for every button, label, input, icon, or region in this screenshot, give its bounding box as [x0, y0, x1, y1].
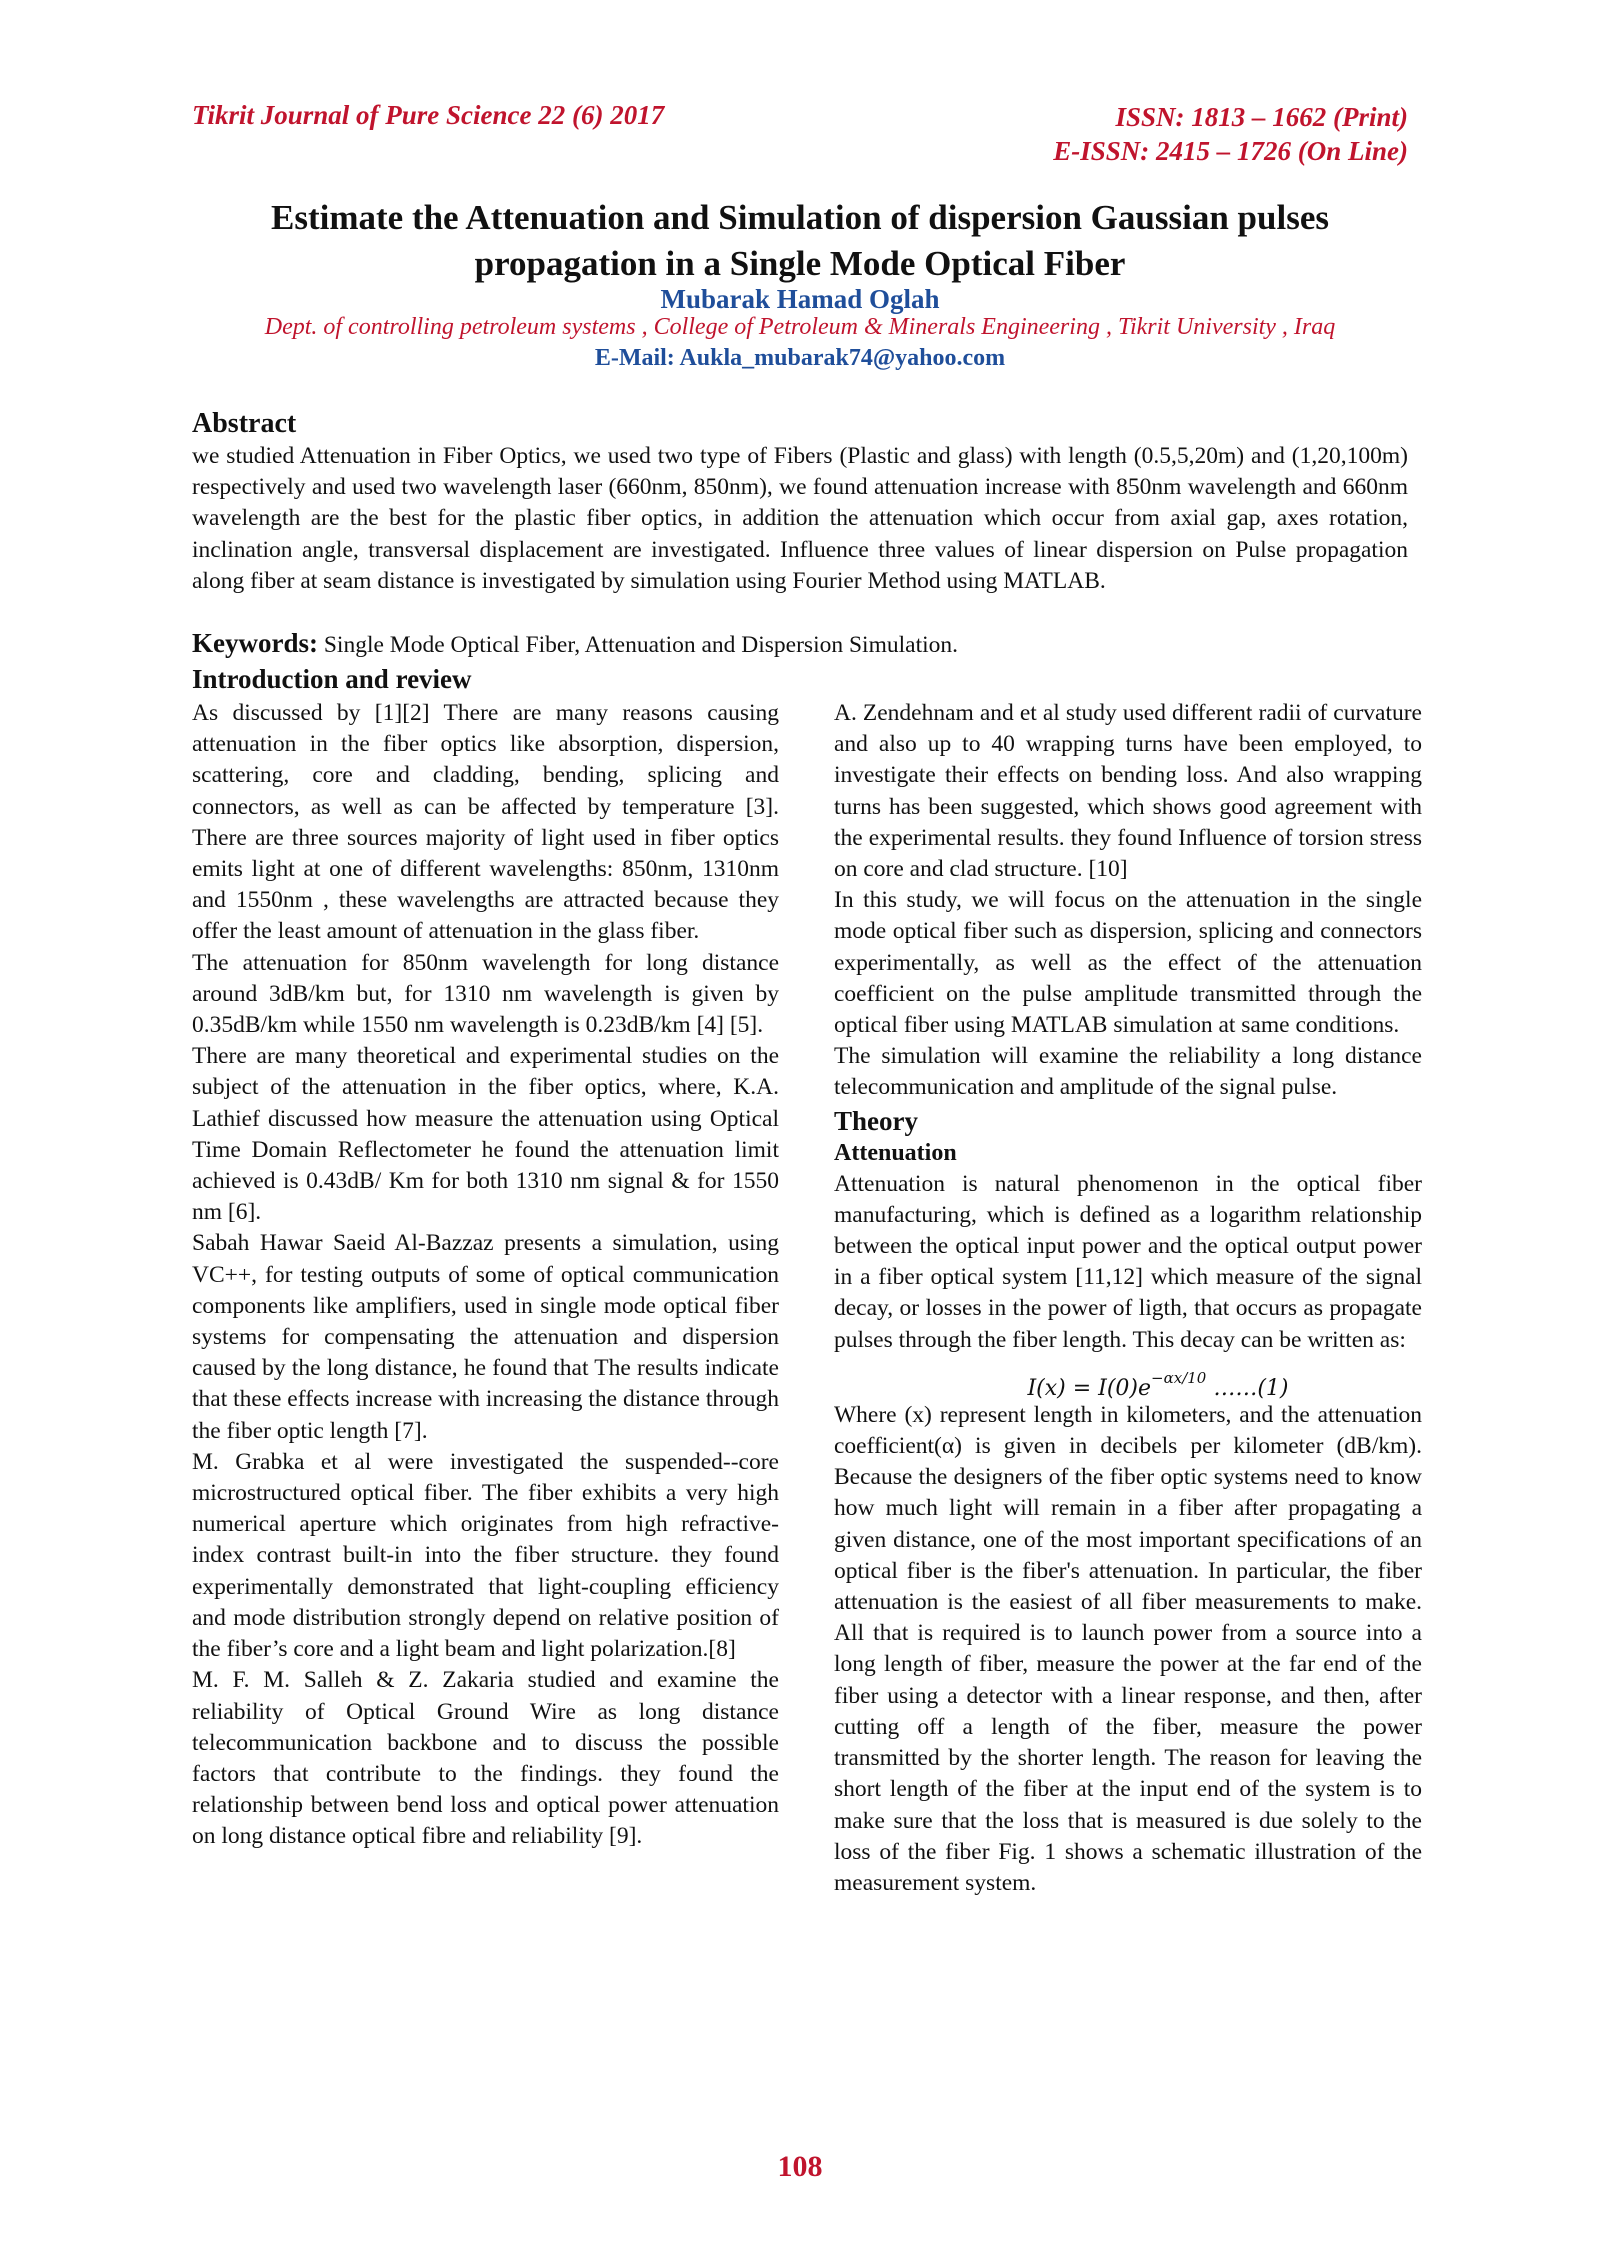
issn-online: E-ISSN: 2415 – 1726 (On Line) [1053, 136, 1408, 166]
intro-heading: Introduction and review [192, 664, 472, 694]
paper-title [192, 195, 1408, 287]
theory-heading: Theory [834, 1105, 918, 1136]
issn-print: ISSN: 1813 – 1662 (Print) [1115, 102, 1408, 132]
paragraph: Sabah Hawar Saeid Al-Bazzaz presents a simulation, using VC++, for testing outputs of some of optical communication components like amplifiers, used in single mode optical fiber systems for compensating the attenuation and dispersion caused by the long distance, he found that The results indicate that these effects increase with increasing the distance through the fiber optic length [7]. [192, 1230, 779, 1444]
paragraph: In this study, we will focus on the attenuation in the single mode optical fiber such as dispersion, splicing and connectors experimentally, as well as the effect of the attenuation coefficient on the pulse amplitude transmitted through the optical fiber using MATLAB simulation at same conditions. [834, 887, 1422, 1039]
author-affiliation: Dept. of controlling petroleum systems , College of Petroleum & Minerals Engineering , Tikrit University , Iraq [264, 314, 1336, 340]
paragraph: The attenuation for 850nm wavelength for long distance around 3dB/km but, for 1310 nm wavelength is given by 0.35dB/km while 1550 nm wavelength is 0.23dB/km [4] [5]. [192, 949, 779, 1039]
paragraph: Attenuation is natural phenomenon in the optical fiber manufacturing, which is defined as a logarithm relationship between the optical input power and the optical output power in a fiber optical system [11,12] which measure of the signal decay, or losses in the power of ligth, that occurs as propagate pulses through the fiber length. This decay can be written as: [834, 1170, 1422, 1353]
paragraph: Where (x) represent length in kilometers, and the attenuation coefficient(α) is given in decibels per kilometer (dB/km). Because the designers of the fiber optic systems need to know how much light will remain in a fiber after propagating a given distance, one of the most important specifications of an optical fiber is the fiber's attenuation. In particular, the fiber attenuation is the easiest of all fiber measurements to make. All that is required is to launch power from a source into a long length of fiber, measure the power at the far end of the fiber using a detector with a linear response, and then, after cutting off a length of the fiber, measure the power transmitted by the shorter length. The reason for leaving the short length of the fiber at the input end of the system is to make sure that the loss that is measured is due solely to the loss of the fiber Fig. 1 shows a schematic illustration of the measurement system. [834, 1401, 1422, 1896]
title-line-2: propagation in a Single Mode Optical Fiber [474, 244, 1126, 283]
keywords-text: Single Mode Optical Fiber, Attenuation and Dispersion Simulation. [323, 632, 959, 658]
abstract-heading: Abstract [192, 408, 297, 439]
equation-1 [834, 1356, 1422, 1400]
paragraph: M. Grabka et al were investigated the suspended--core microstructured optical fiber. The fiber exhibits a very high numerical aperture which originates from high refractive-index contrast built-in into the fiber structure. they found experimentally demonstrated that light-coupling efficiency and mode distribution strongly depend on relative position of the fiber’s core and a light beam and light polarization.[8] [192, 1448, 779, 1663]
issn-header [1053, 100, 1408, 168]
paragraph: M. F. M. Salleh & Z. Zakaria studied and examine the reliability of Optical Ground Wire as long distance telecommunication backbone and to discuss the possible factors that contribute to the findings. they found the relationship between bend loss and optical power attenuation on long distance optical fibre and reliability [9]. [192, 1667, 779, 1850]
attenuation-heading: Attenuation [834, 1139, 957, 1166]
right-column [834, 698, 1422, 1899]
page-number: 108 [777, 2150, 823, 2183]
author-email: E-Mail: Aukla_mubarak74@yahoo.com [594, 345, 1006, 371]
paragraph: There are many theoretical and experimental studies on the subject of the attenuation in the fiber optics, where, K.A. Lathief discussed how measure the attenuation using Optical Time Domain Reflectometer he found the attenuation limit achieved is 0.43dB/ Km for both 1310 nm signal & for 1550 nm [6]. [192, 1043, 779, 1226]
paragraph: A. Zendehnam and et al study used different radii of curvature and also up to 40 wrapping turns have been employed, to investigate their effects on bending loss. And also wrapping turns has been suggested, which shows good agreement with the experimental results. they found Influence of torsion stress on core and clad structure. [10] [834, 700, 1422, 883]
journal-header: Tikrit Journal of Pure Science 22 (6) 2017 [192, 100, 665, 130]
paragraph: As discussed by [1][2] There are many reasons causing attenuation in the fiber optics like absorption, dispersion, scattering, core and cladding, bending, splicing and connectors, as well as can be affected by temperature [3]. There are three sources majority of light used in fiber optics emits light at one of different wavelengths: 850nm, 1310nm and 1550nm , these wavelengths are attracted because they offer the least amount of attenuation in the glass fiber. [192, 700, 779, 945]
left-column [192, 698, 779, 1853]
equation-lhs: I(x) = I(0)e [1027, 1375, 1152, 1401]
keywords [192, 628, 1408, 659]
author-name: Mubarak Hamad Oglah [660, 284, 940, 314]
keywords-label: Keywords: [192, 628, 318, 658]
equation-exponent: −αx/10 [1151, 1368, 1207, 1387]
abstract-text: we studied Attenuation in Fiber Optics, we used two type of Fibers (Plastic and glass) with length (0.5,5,20m) and (1,20,100m) respectively and used two wavelength laser (660nm, 850nm), we found attenuation increase with 850nm wavelength and 660nm wavelength are the best for the plastic fiber optics, in addition the attenuation which occur from axial gap, axes rotation, inclination angle, transversal displacement are investigated. Influence three values of linear dispersion on Pulse propagation along fiber at seam distance is investigated by simulation using Fourier Method using MATLAB. [192, 443, 1408, 594]
paragraph: The simulation will examine the reliability a long distance telecommunication and amplitude of the signal pulse. [834, 1043, 1422, 1101]
equation-label: ……(1) [1213, 1375, 1289, 1401]
title-line-1: Estimate the Attenuation and Simulation of dispersion Gaussian pulses [271, 198, 1329, 237]
